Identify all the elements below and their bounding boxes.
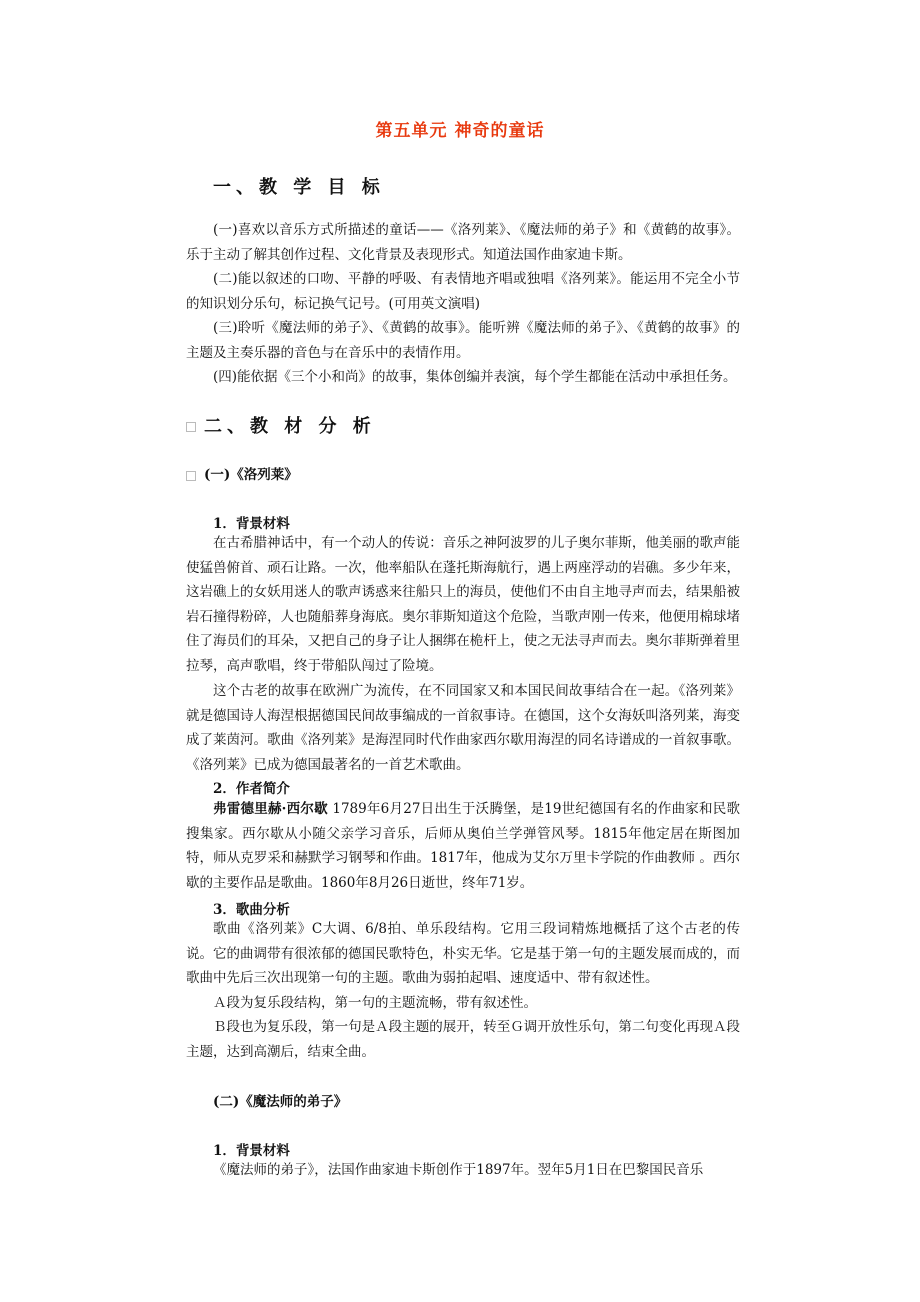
sub2-bg-paragraph-1: 《魔法师的弟子》，法国作曲家迪卡斯创作于1897年。翌年5月1日在巴黎国民音乐 xyxy=(213,1162,704,1178)
objective-1: (一)喜欢以音乐方式所描述的童话——《洛列莱》、《魔法师的弟子》和《黄鹤的故事》。乐于主动了解其创作过程、文化背景及表现形式。知道法国作曲家迪卡斯。 xyxy=(186,222,740,263)
sub1-bg-paragraph-1: 在古希腊神话中，有一个动人的传说：音乐之神阿波罗的儿子奥尔菲斯，他美丽的歌声能使猛兽俯首、顽石让路。一次，他率船队在蓬托斯海航行，遇上两座浮动的岩礁。多少年来，这岩礁上的女妖用迷人的歌声诱惑来往船只上的海员，使他们不由自主地寻声而去，结果船被岩石撞得粉碎，人也随船葬身海底。奥尔菲斯知道这个危险，当歌声刚一传来，他便用棉球堵住了海员们的耳朵，又把自己的身子让人捆绑在桅杆上，使之无法寻声而去。奥尔菲斯弹着里拉琴，高声歌唱，终于带船队闯过了险境。 xyxy=(186,535,740,674)
author-title: 2．作者简介 xyxy=(213,781,290,797)
author-paragraph xyxy=(186,797,740,895)
author-name: 弗雷德里赫·西尔歇 xyxy=(213,801,328,817)
sub1-heading: (一)《洛列莱》 xyxy=(204,467,298,483)
sub1-bg-title: 1．背景材料 xyxy=(213,516,290,532)
section1-heading: 一、教 学 目 标 xyxy=(213,177,385,198)
song-paragraph-1: 歌曲《洛列莱》C大调、6/8拍、单乐段结构。它用三段词精炼地概括了这个古老的传说。它的曲调带有很浓郁的德国民歌特色，朴实无华。它是基于第一句的主题发展而成的，而歌曲中先后三次出现第一句的主题。歌曲为弱拍起唱、速度适中、带有叙述性。 xyxy=(186,921,740,987)
sub2-bg-title: 1．背景材料 xyxy=(213,1143,290,1159)
objective-3: (三)聆听《魔法师的弟子》、《黄鹤的故事》。能听辨《魔法师的弟子》、《黄鹤的故事》的主题及主奏乐器的音色与在音乐中的表情作用。 xyxy=(186,320,740,361)
song-title: 3．歌曲分析 xyxy=(213,902,290,918)
sub2-heading: (二)《魔法师的弟子》 xyxy=(213,1094,348,1110)
section2-heading-row xyxy=(186,412,376,438)
sub1-heading-row xyxy=(186,463,298,483)
author-text: 1789年6月27日出生于沃腾堡，是19世纪德国有名的作曲家和民歌搜集家。西尔歇从小随父亲学习音乐，后师从奥伯兰学弹管风琴。1815年他定居在斯图加特，师从克罗采和赫默学习钢琴和作曲。1817年，他成为艾尔万里卡学院的作曲教师 。西尔歇的主要作品是歌曲。1860年8月26日逝世，终年71岁。 xyxy=(186,801,741,891)
section2-heading: 二、教 材 分 析 xyxy=(204,416,376,437)
song-paragraph-2: Ａ段为复乐段结构，第一句的主题流畅，带有叙述性。 xyxy=(213,995,537,1011)
page-title: 第五单元 神奇的童话 xyxy=(375,121,545,141)
sub1-bg-paragraph-2: 这个古老的故事在欧洲广为流传，在不同国家又和本国民间故事结合在一起。《洛列莱》就是德国诗人海涅根据德国民间故事编成的一首叙事诗。在德国，这个女海妖叫洛列莱，海变成了莱茵河。歌曲《洛列莱》是海涅同时代作曲家西尔歇用海涅的同名诗谱成的一首叙事歌。《洛列莱》已成为德国最著名的一首艺术歌曲。 xyxy=(186,683,740,773)
checkbox-glyph-icon xyxy=(186,471,196,481)
song-paragraph-3: Ｂ段也为复乐段，第一句是Ａ段主题的展开，转至Ｇ调开放性乐句，第二句变化再现Ａ段主题，达到高潮后，结束全曲。 xyxy=(186,1019,740,1060)
objective-4: (四)能依据《三个小和尚》的故事，集体创编并表演，每个学生都能在活动中承担任务。 xyxy=(213,369,737,385)
checkbox-glyph-icon xyxy=(186,422,196,432)
objective-2: (二)能以叙述的口吻、平静的呼吸、有表情地齐唱或独唱《洛列莱》。能运用不完全小节的知识划分乐句，标记换气记号。(可用英文演唱) xyxy=(186,271,740,312)
